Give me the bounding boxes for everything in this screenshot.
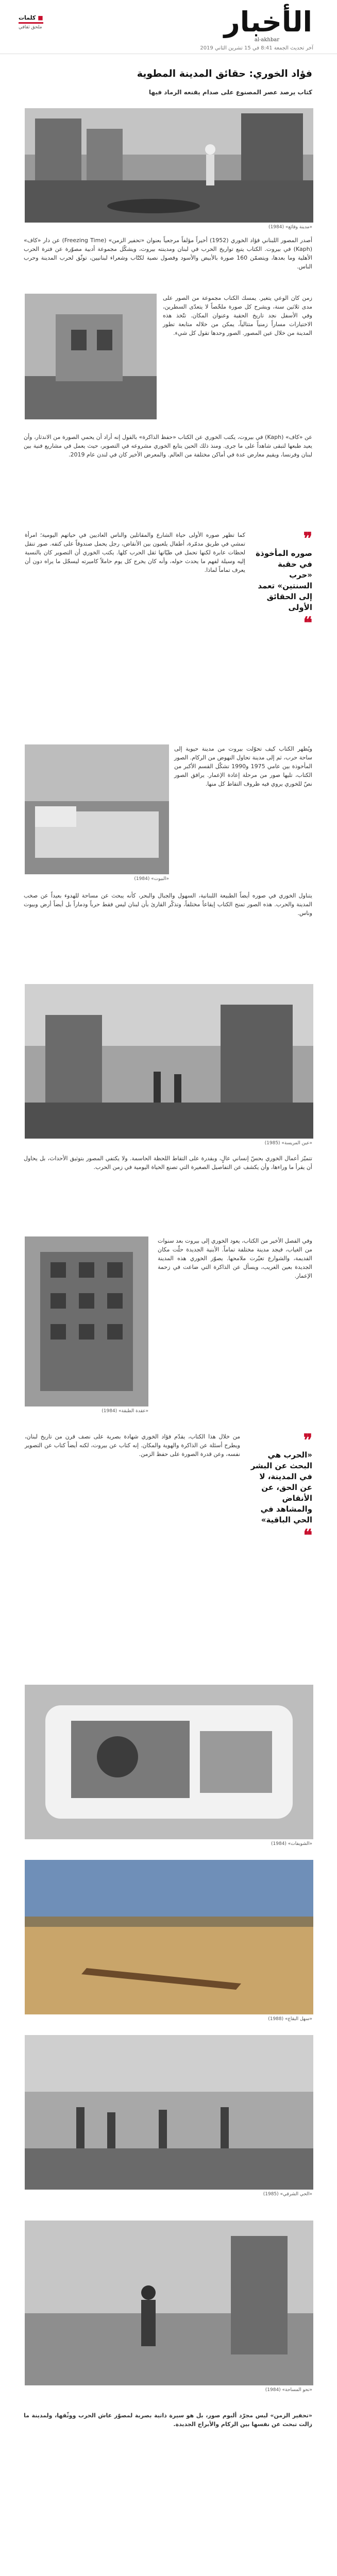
article-photo-3[interactable] — [25, 744, 169, 874]
photo-1-caption: «مدينة وقائع» (1984) — [268, 225, 312, 230]
photo-3-caption: «البيوت» (1984) — [134, 876, 169, 882]
paragraph-3: عن «كاف» (Kaph) في بيروت، يكتب الخوري عن الكتاب «حفظ الذاكرة» بالقول إنه أراد أن يحمي الصورة من الاندثار، وأن يعيد طبعها لتبقى شاهداً على ما جرى. ومنذ ذلك الحين يتابع الخوري مشروعه في التصوير، حيث يعمل في مشاريع فنية بين لبنان وفرنسا، ويقيم معارض عدة في أماكن مختلفة من العالم. والمعرض الأخير كان في لندن عام 2019. — [24, 434, 312, 458]
pull-quote-2 — [250, 1432, 312, 1543]
photo-9-caption: «نحو المساحة» (1984) — [265, 2387, 312, 2393]
section-tag[interactable] — [19, 14, 43, 24]
paragraph-10: «تحفير الزمن» ليس مجرّد ألبوم صور، بل هو سيرة ذاتية بصرية لمصوّر عاش الحرب ووثّقها، ولمدينة ما زالت تبحث عن نفسها بين الركام والأبراج الجديدة. — [24, 2412, 312, 2428]
quote-close-icon: ❝ — [303, 1526, 312, 1545]
site-header — [0, 0, 337, 54]
paragraph-2: زمن كان الوعي يتغير. يمسك الكتاب مجموعة من الصور على مدى ثلاثين سنة، ويشرح كل صورة ملخّصاً لا يتعدّى السطرين، وفي الأسفل نجد تاريخ الحقبة وعنوان المكان. تتّخذ هذه الاختيارات مساراً زمنياً متتالياً، يمكن من خلاله متابعة تطور المدينة من خلال عين المصور. الصور وحدها تقول كل شيء. — [163, 295, 312, 336]
section-tag-label: كلمات — [19, 14, 36, 21]
site-logo-latin: al-akhbar — [254, 37, 279, 43]
article-title: فؤاد الخوري: حقائق المدينة المطوية — [137, 68, 312, 79]
photo-6-caption: «الشويفات» (1984) — [271, 1841, 312, 1846]
paragraph-9: من خلال هذا الكتاب، يقدّم فؤاد الخوري شهادة بصرية على نصف قرن من تاريخ لبنان، ويطرح أسئلة عن الذاكرة والهوية والمكان. إنه كتاب عن بيروت، لكنه أيضاً كتاب عن التصوير نفسه، وعن قدرة الصورة على حفظ الزمن. — [25, 1433, 240, 1458]
photo-7-caption: «سهل البقاع» (1988) — [268, 2016, 312, 2022]
last-updated-date: آخر تحديث الجمعة 8:41 في 15 تشرين الثاني 2019 — [200, 45, 313, 51]
paragraph-7: تتميّز أعمال الخوري بحسّ إنساني عالٍ، وبقدرة على التقاط اللحظة الحاسمة. ولا يكتفي المصور بتوثيق الأحداث، بل يحاول أن يقرأ ما وراءها، وأن يكشف عن التفاصيل الصغيرة التي تصنع الحياة اليومية في زمن الحرب. — [24, 1155, 312, 1171]
section-mark-icon: ■ — [38, 14, 43, 21]
photo-8-caption: «الحي الشرقي» (1985) — [263, 2192, 312, 2197]
pull-quote-1-text: صوره المأخوذة في حقبة «حرب السنتين» تعمد إلى الحقائق الأولى — [256, 549, 312, 612]
article-photo-1[interactable] — [25, 108, 313, 223]
article-photo-4[interactable] — [25, 984, 313, 1139]
section-subtitle: ملحق ثقافي — [19, 25, 42, 30]
quote-close-icon: ❝ — [303, 613, 312, 633]
article-photo-5[interactable] — [25, 1236, 148, 1406]
article-photo-8[interactable] — [25, 2035, 313, 2190]
article-photo-7[interactable] — [25, 1860, 313, 2014]
photo-5-caption: «عقدة الطبقة» (1984) — [102, 1409, 148, 1414]
paragraph-4: كما تظهر صوره الأولى حياة الشارع والمقاتلين والناس العاديين في حياتهم اليومية؛ امرأة تمشي في طريق مدمّرة، أطفال يلعبون بين الأنقاض، رجل يحمل صندوقاً على كتفه. صور تنقل لحظات عابرة لكنها تحمل في طيّاتها ثقل الحرب كلها. يكتب الخوري أن التصوير كان بالنسبة إليه وسيلة لفهم ما يحدث حوله، وأنه كان يخرج كل يوم حاملاً كاميرته ليسجّل ما يراه دون أن يعرف تماماً لماذا. — [25, 532, 245, 573]
article-photo-6[interactable] — [25, 1685, 313, 1839]
paragraph-6: يتناول الخوري في صوره أيضاً الطبيعة اللبنانية، السهول والجبال والبحر، كأنه يبحث عن مساحة للهدوء بعيداً عن صخب المدينة والحرب. هذه الصور تمنح الكتاب إيقاعاً مختلفاً، وتذكّر القارئ بأن لبنان ليس فقط حرباً ودماراً بل أيضاً أرض وبيوت وناس. — [24, 892, 312, 917]
pull-quote-1 — [256, 531, 312, 631]
paragraph-5: ويُظهر الكتاب كيف تحوّلت بيروت من مدينة حيوية إلى ساحة حرب، ثم إلى مدينة تحاول النهوض من الركام. الصور المأخوذة بين عامي 1975 و1990 تشكّل القسم الأكبر من الكتاب، تليها صور من مرحلة إعادة الإعمار. يرافق الصور نصّ للخوري يروي فيه ظروف التقاط كل منها. — [174, 745, 313, 787]
quote-open-icon: ❞ — [303, 1430, 312, 1450]
photo-4-caption: «عين المريسة» (1985) — [264, 1141, 312, 1146]
paragraph-1: أصدر المصور اللبناني فؤاد الخوري (1952) أخيراً مؤلفاً مرجعياً بعنوان «تحفير الزمن» (Freezing Time) عن دار «كاف» (Kaph) في بيروت. الكتاب يتبع تواريخ الحرب في لبنان ومدينته بيروت، ويشكّل مجموعة أدبية مصوّرة عن فترة الحرب الأهلية وما بعدها، ويتضمّن 160 صورة بالأبيض والأسود وفصول نصية لكتّاب وشعراء لبنانيين، توثّق لحرب المدينة وحرب الناس. — [24, 237, 313, 270]
quote-open-icon: ❞ — [303, 529, 312, 548]
article-photo-2[interactable] — [25, 294, 157, 419]
pull-quote-2-text: «الحرب هي البحث عن البشر في المدينة، لا عن الحق، عن الأنقاض والمشاهد في الحي الباقية» — [250, 1450, 312, 1524]
article-photo-9[interactable] — [25, 2221, 313, 2385]
site-logo[interactable]: الأخبار — [224, 6, 312, 38]
paragraph-8: وفي الفصل الأخير من الكتاب، يعود الخوري إلى بيروت بعد سنوات من الغياب، فيجد مدينة مختلفة تماماً. الأبنية الجديدة حلّت مكان القديمة، والشوارع تغيّرت ملامحها. يصوّر الخوري هذه المدينة الجديدة بعين الغريب، ويسأل عن الذاكرة التي ضاعت في زحمة الإعمار. — [158, 1238, 312, 1279]
article-subtitle: كتاب يرصد عصر المصنوع على صدام يقنعه الرماد فيها — [148, 89, 312, 96]
